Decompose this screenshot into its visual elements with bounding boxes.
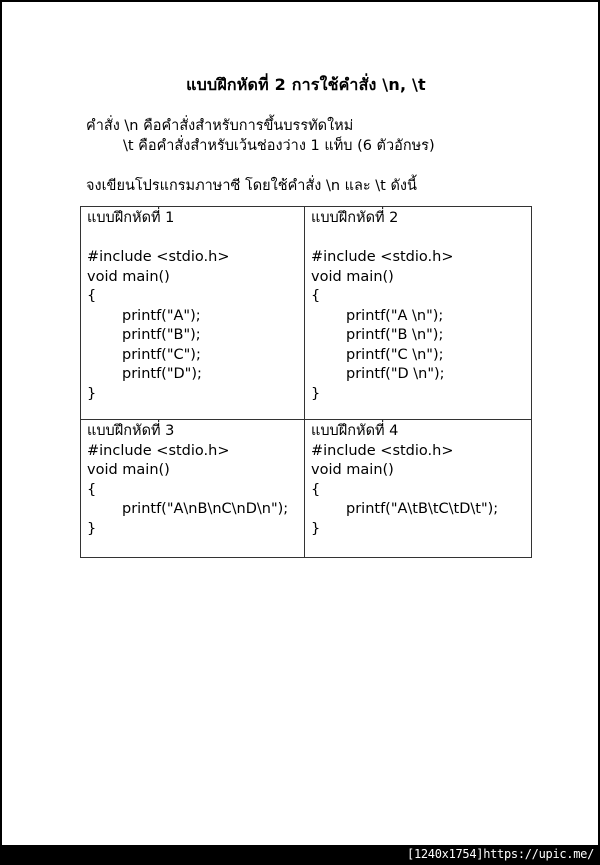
page-title: แบบฝึกหัดที่ 2 การใช้คำสั่ง \n, \t [186,75,426,94]
code-line: void main() [311,268,394,285]
exercise-table [80,206,532,558]
code-line: { [311,288,321,304]
intro-line-tab: \t คือคำสั่งสำหรับเว้นช่องว่าง 1 แท็บ (6 ตัวอักษร) [123,138,435,154]
exercise-cell-3 [81,420,305,557]
exercise-cell-1 [81,207,305,420]
code-line: printf("D \n"); [346,366,445,382]
exercise-cell-4 [305,420,531,557]
code-line: printf("B \n"); [346,327,444,343]
exercise-heading: แบบฝึกหัดที่ 4 [311,423,399,439]
code-line: { [87,481,97,498]
intro-text [86,116,435,156]
code-line: { [87,288,97,304]
code-line: printf("A"); [122,307,201,324]
code-line: printf("A\nB\nC\nD\n"); [122,501,289,517]
code-line: void main() [87,462,170,478]
code-line: } [87,520,97,537]
code-line: #include <stdio.h> [87,249,230,265]
exercise-heading: แบบฝึกหัดที่ 2 [311,210,399,226]
code-line: printf("A \n"); [346,307,444,324]
code-line: printf("D"); [122,366,202,382]
code-line: printf("C \n"); [346,346,444,363]
code-line: #include <stdio.h> [87,442,230,459]
code-line: void main() [311,462,394,478]
image-host-watermark: [1240x1754]https://upic.me/ [407,847,594,861]
code-line: } [311,385,321,402]
exercise-heading: แบบฝึกหัดที่ 1 [87,210,175,226]
code-line: #include <stdio.h> [311,249,454,265]
code-line: void main() [87,268,170,285]
code-line: printf("A\tB\tC\tD\t"); [346,501,499,517]
task-instruction: จงเขียนโปรแกรมภาษาซี โดยใช้คำสั่ง \n และ \t ดังนี้ [86,178,417,194]
exercise-cell-2 [305,207,531,420]
exercise-heading: แบบฝึกหัดที่ 3 [87,423,175,439]
intro-line-newline: คำสั่ง \n คือคำสั่งสำหรับการขึ้นบรรทัดใหม่ [86,118,354,134]
code-line: printf("C"); [122,346,201,363]
code-line: } [87,385,97,402]
code-line: printf("B"); [122,327,201,343]
code-line: #include <stdio.h> [311,442,454,459]
code-line: { [311,481,321,498]
code-line: } [311,520,321,537]
